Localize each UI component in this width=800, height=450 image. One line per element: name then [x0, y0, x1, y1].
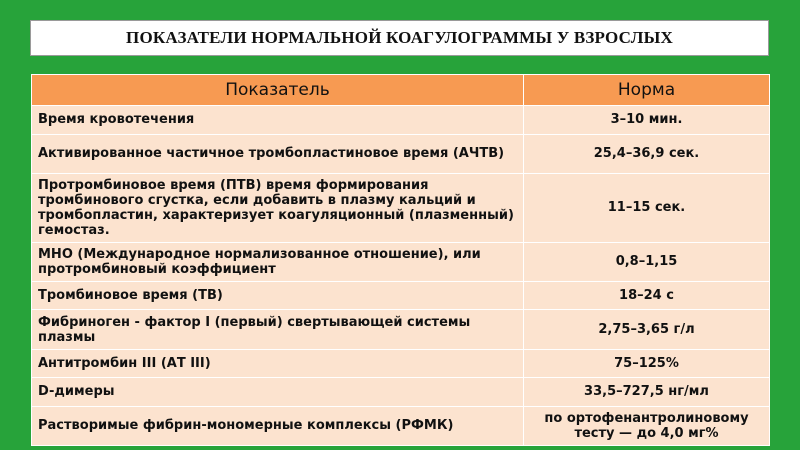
- norm-cell: 18–24 с: [524, 281, 770, 310]
- norm-cell: 3–10 мин.: [524, 106, 770, 135]
- table-row: [32, 173, 770, 242]
- table-row: [32, 106, 770, 135]
- table-row: [32, 378, 770, 407]
- table-row: [32, 242, 770, 281]
- parameter-cell: Тромбиновое время (ТВ): [32, 281, 524, 310]
- parameter-cell: МНО (Международное нормализованное отношение), или протромбиновый коэффициент: [32, 242, 524, 281]
- header-parameter: Показатель: [32, 75, 524, 106]
- norm-cell: 0,8–1,15: [524, 242, 770, 281]
- parameter-cell: D-димеры: [32, 378, 524, 407]
- norm-cell: 11–15 сек.: [524, 173, 770, 242]
- norm-cell: 25,4–36,9 сек.: [524, 134, 770, 173]
- parameter-cell: Фибриноген - фактор I (первый) свертывающей системы плазмы: [32, 310, 524, 349]
- header-norm: Норма: [524, 75, 770, 106]
- coagulogram-table: [31, 74, 770, 446]
- parameter-cell: Растворимые фибрин-мономерные комплексы (РФМК): [32, 406, 524, 445]
- parameter-cell: Время кровотечения: [32, 106, 524, 135]
- norm-cell: по ортофенантролиновому тесту — до 4,0 мг%: [524, 406, 770, 445]
- parameter-cell: Протромбиновое время (ПТВ) время формирования тромбинового сгустка, если добавить в плазму кальций и тромбопластин, характеризует коагуляционный (плазменный) гемостаз.: [32, 173, 524, 242]
- title-box: [30, 20, 769, 56]
- page-title: ПОКАЗАТЕЛИ НОРМАЛЬНОЙ КОАГУЛОГРАММЫ У ВЗРОСЛЫХ: [126, 28, 673, 47]
- norm-cell: 2,75–3,65 г/л: [524, 310, 770, 349]
- parameter-cell: Антитромбин III (АТ III): [32, 349, 524, 378]
- table-header-row: [32, 75, 770, 106]
- parameter-cell: Активированное частичное тромбопластиновое время (АЧТВ): [32, 134, 524, 173]
- table-row: [32, 349, 770, 378]
- norm-cell: 75–125%: [524, 349, 770, 378]
- table-row: [32, 406, 770, 445]
- table-row: [32, 281, 770, 310]
- table-row: [32, 310, 770, 349]
- norm-cell: 33,5–727,5 нг/мл: [524, 378, 770, 407]
- table-row: [32, 134, 770, 173]
